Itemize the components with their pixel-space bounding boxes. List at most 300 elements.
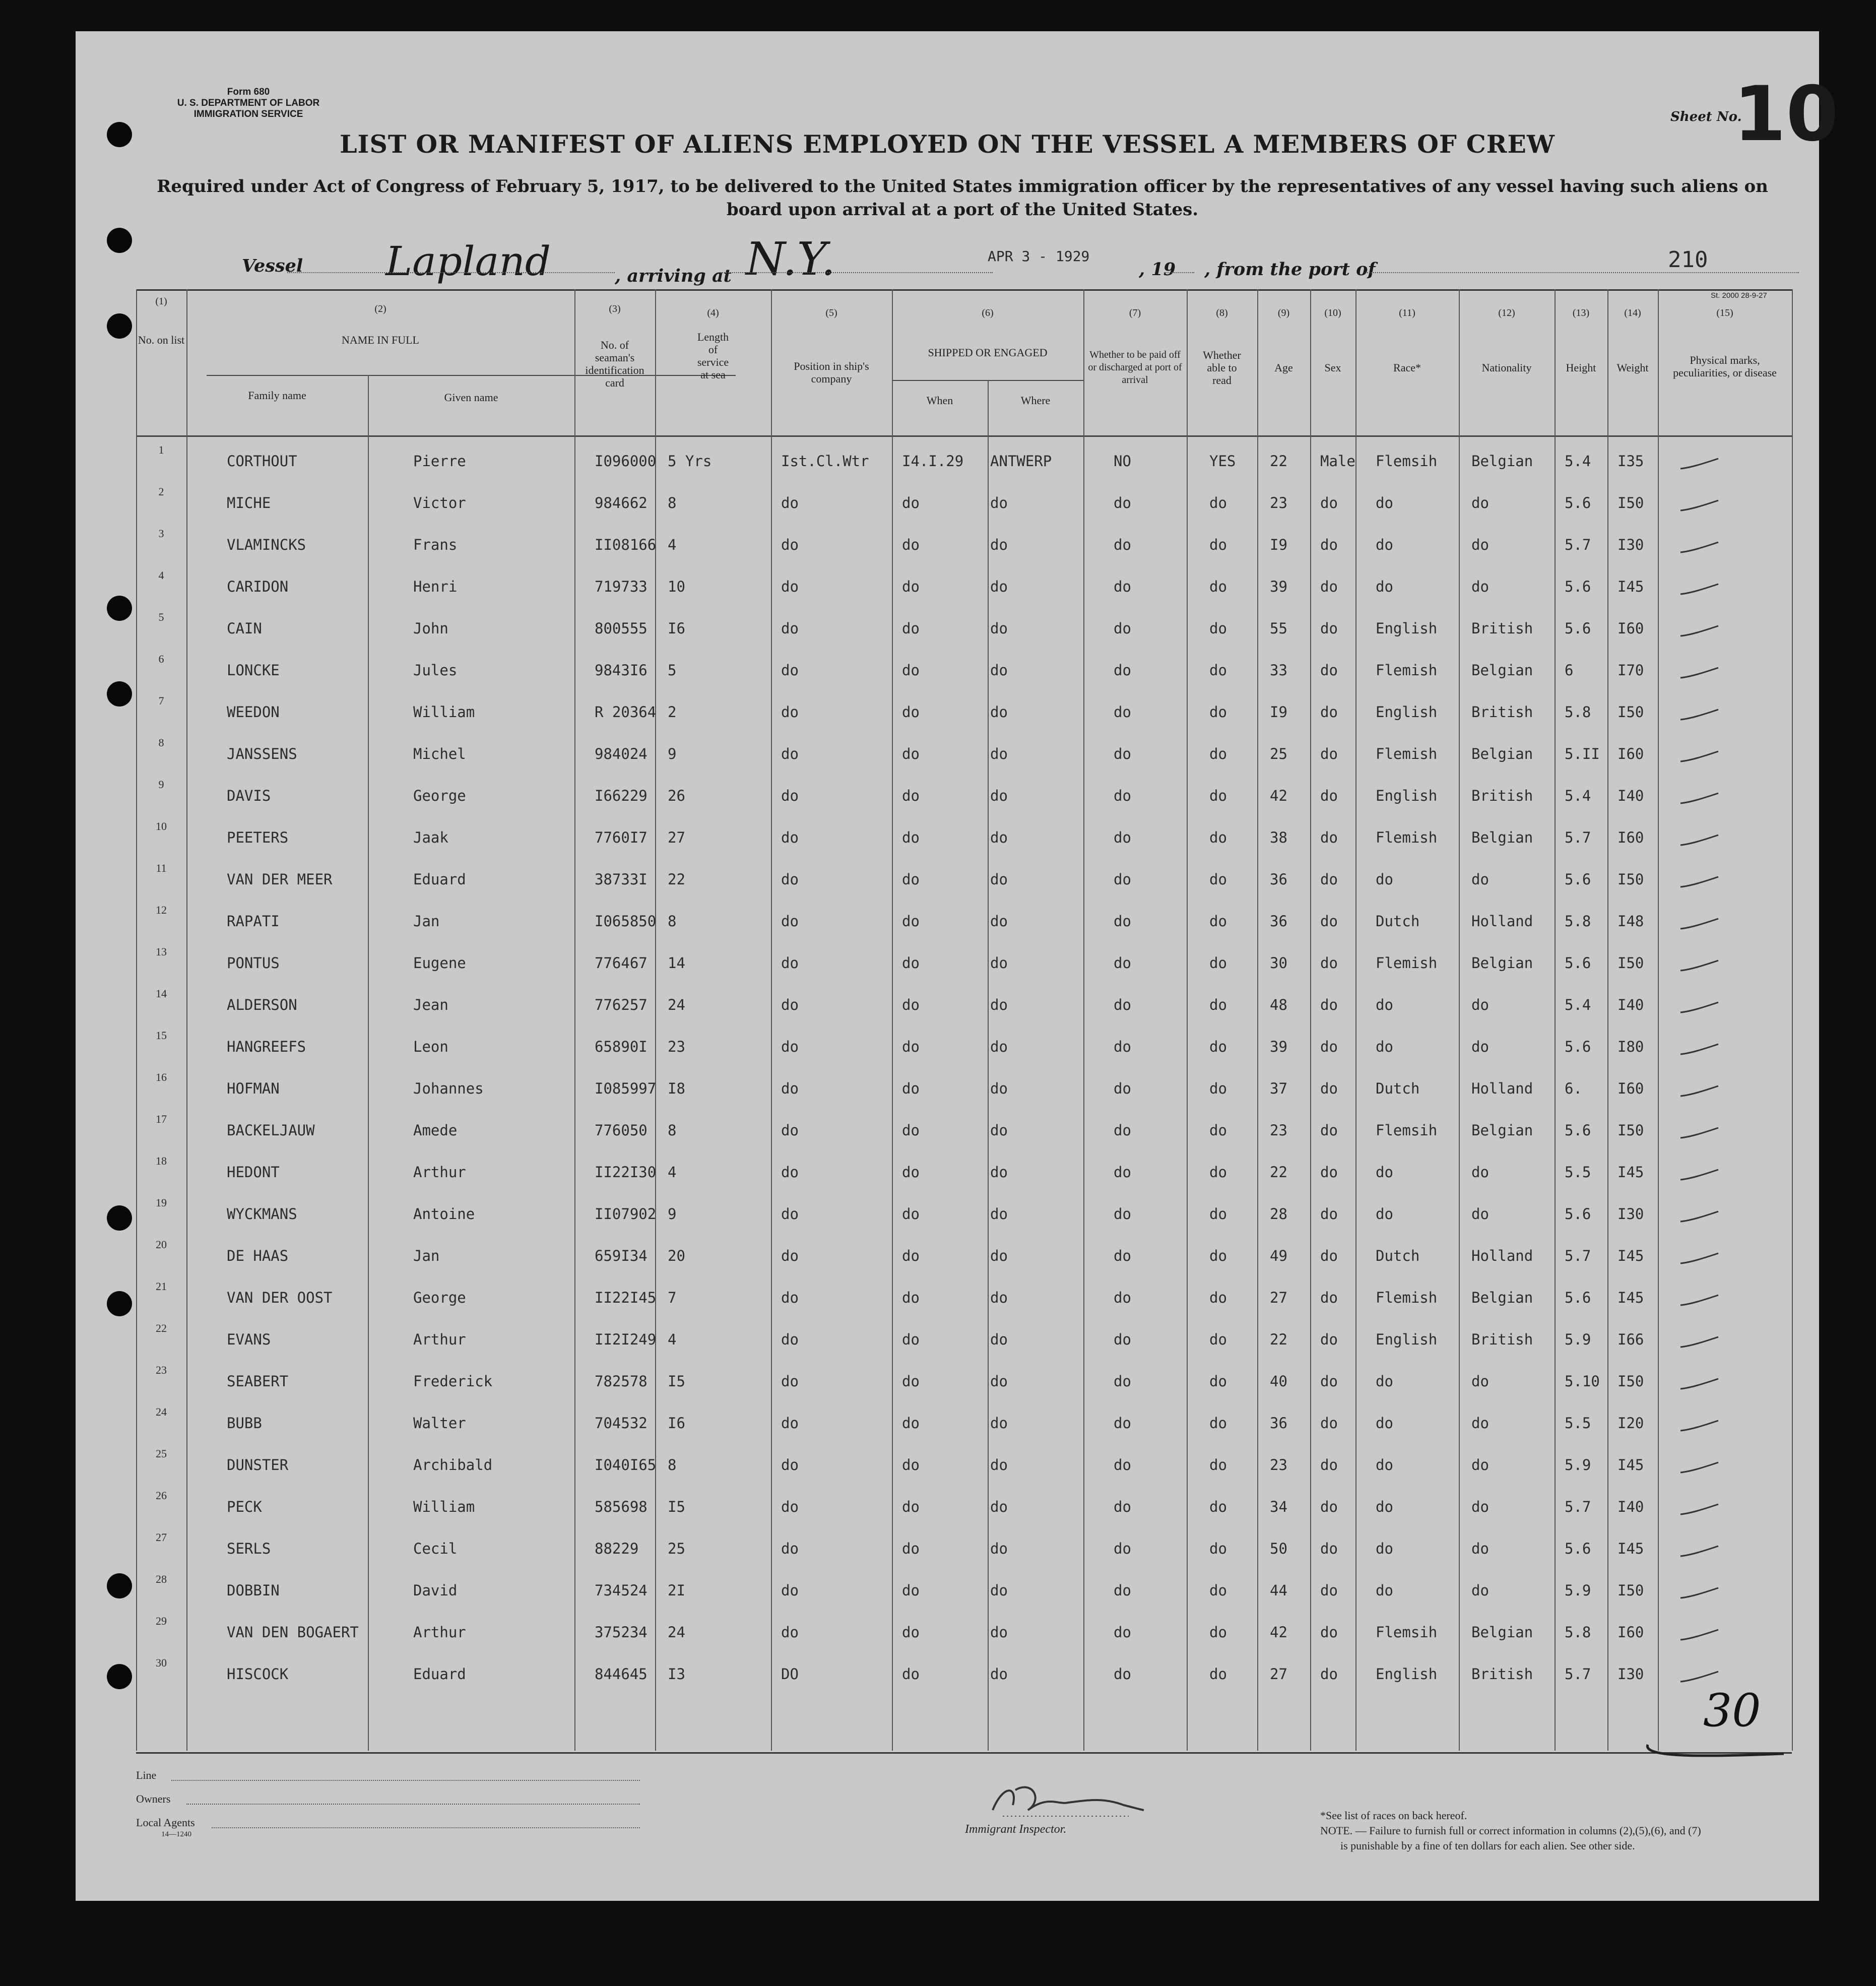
paid-off: do	[1114, 1373, 1131, 1390]
card-number: 734524	[595, 1582, 648, 1599]
card-number: 984024	[595, 745, 648, 762]
card-number: 7760I7	[595, 829, 648, 846]
col5-number: (5)	[825, 307, 837, 318]
row-number: 11	[156, 862, 167, 874]
shipped-when: do	[902, 1624, 920, 1641]
shipped-where: do	[990, 829, 1008, 846]
check-mark-icon	[1678, 1457, 1723, 1478]
shipped-where: do	[990, 1582, 1008, 1599]
card-number: I096000	[595, 453, 657, 470]
table-row	[76, 611, 1819, 659]
race: English	[1376, 787, 1438, 804]
family-name: WEEDON	[227, 703, 280, 721]
given-name: Michel	[413, 745, 466, 762]
shipped-when: do	[902, 1456, 920, 1474]
weight: I45	[1618, 1540, 1644, 1557]
family-name: PECK	[227, 1498, 262, 1515]
sex: do	[1320, 1331, 1338, 1348]
able-to-read: do	[1209, 662, 1227, 679]
check-mark-icon	[1678, 1667, 1723, 1687]
shipped-where: do	[990, 745, 1008, 762]
shipped-when: do	[902, 996, 920, 1013]
check-mark-icon	[1678, 830, 1723, 850]
race: do	[1376, 1205, 1393, 1223]
weight: I30	[1618, 1665, 1644, 1683]
penalty-note-cont: is punishable by a fine of ten dollars for each alien. See other side.	[1340, 1839, 1635, 1852]
form-number: Form 680	[227, 87, 270, 97]
age: 23	[1270, 1122, 1287, 1139]
family-name: VAN DER OOST	[227, 1289, 333, 1306]
service-length: 20	[668, 1247, 685, 1264]
table-row	[76, 1489, 1819, 1537]
height: 5.6	[1565, 620, 1591, 637]
shipped-when: do	[902, 1665, 920, 1683]
able-to-read: do	[1209, 494, 1227, 511]
paid-off: do	[1114, 1289, 1131, 1306]
shipped-when: do	[902, 1038, 920, 1055]
given-name: Frans	[413, 536, 458, 553]
card-number: 38733I	[595, 871, 648, 888]
position: do	[781, 1038, 799, 1055]
card-number: II07902	[595, 1205, 657, 1223]
family-name: CAIN	[227, 620, 262, 637]
nationality: British	[1471, 703, 1533, 721]
able-to-read: do	[1209, 1247, 1227, 1264]
family-name: SEABERT	[227, 1373, 289, 1390]
age: I9	[1270, 536, 1287, 553]
height: 5.9	[1565, 1582, 1591, 1599]
able-to-read: do	[1209, 1205, 1227, 1223]
card-number: 776257	[595, 996, 648, 1013]
shipped-where: ANTWERP	[990, 453, 1052, 470]
sex: do	[1320, 954, 1338, 972]
row-number: 8	[158, 736, 164, 749]
sex: do	[1320, 1164, 1338, 1181]
service-length: 24	[668, 1624, 685, 1641]
check-mark-icon	[1678, 1248, 1723, 1268]
shipped-when: do	[902, 1205, 920, 1223]
shipped-when: do	[902, 1540, 920, 1557]
row-number: 2	[158, 485, 164, 498]
check-mark-icon	[1678, 1625, 1723, 1645]
service-length: 10	[668, 578, 685, 595]
able-to-read: do	[1209, 1415, 1227, 1432]
able-to-read: do	[1209, 829, 1227, 846]
able-to-read: do	[1209, 913, 1227, 930]
nationality: do	[1471, 871, 1489, 888]
position: do	[781, 996, 799, 1013]
able-to-read: do	[1209, 536, 1227, 553]
given-name: John	[413, 620, 448, 637]
service-length: I8	[668, 1080, 685, 1097]
col12-number: (12)	[1498, 307, 1515, 318]
family-name: DOBBIN	[227, 1582, 280, 1599]
col-card-header: No. of seaman's identification card	[585, 339, 644, 389]
sex: do	[1320, 578, 1338, 595]
table-row	[76, 1615, 1819, 1662]
given-name: Jules	[413, 662, 458, 679]
nationality: British	[1471, 787, 1533, 804]
able-to-read: do	[1209, 1582, 1227, 1599]
family-name: BUBB	[227, 1415, 262, 1432]
paid-off: do	[1114, 954, 1131, 972]
weight: I20	[1618, 1415, 1644, 1432]
shipped-when: do	[902, 578, 920, 595]
check-mark-icon	[1678, 1499, 1723, 1519]
check-mark-icon	[1678, 1416, 1723, 1436]
able-to-read: do	[1209, 1038, 1227, 1055]
race: Flemish	[1376, 1289, 1438, 1306]
given-name: Leon	[413, 1038, 448, 1055]
table-row	[76, 987, 1819, 1035]
height: 5.8	[1565, 913, 1591, 930]
race: do	[1376, 871, 1393, 888]
row-number: 4	[158, 569, 164, 582]
sex: do	[1320, 913, 1338, 930]
col-given-header: Given name	[444, 391, 498, 404]
shipped-when: do	[902, 829, 920, 846]
row-number: 18	[156, 1155, 167, 1167]
given-name: Arthur	[413, 1164, 466, 1181]
weight: I50	[1618, 871, 1644, 888]
given-name: Jan	[413, 1247, 440, 1264]
position: do	[781, 1289, 799, 1306]
service-length: 8	[668, 1122, 677, 1139]
service-length: 5	[668, 662, 677, 679]
owners-label: Owners	[136, 1792, 171, 1805]
position: do	[781, 1456, 799, 1474]
col3-number: (3)	[609, 303, 621, 314]
age: 33	[1270, 662, 1287, 679]
age: 27	[1270, 1289, 1287, 1306]
check-mark-icon	[1678, 914, 1723, 934]
table-row	[76, 945, 1819, 993]
sex: do	[1320, 1038, 1338, 1055]
col-sex-header: Sex	[1324, 361, 1341, 374]
col6-number: (6)	[982, 307, 994, 318]
able-to-read: do	[1209, 1665, 1227, 1683]
age: 48	[1270, 996, 1287, 1013]
row-number: 25	[156, 1447, 167, 1460]
card-number: II08166	[595, 536, 657, 553]
card-number: 88229	[595, 1540, 639, 1557]
department: U. S. DEPARTMENT OF LABOR	[177, 98, 320, 108]
shipped-when: do	[902, 1415, 920, 1432]
age: 34	[1270, 1498, 1287, 1515]
total-count: 30	[1703, 1684, 1761, 1737]
col-read-header: Whether able to read	[1203, 349, 1241, 387]
position: do	[781, 1164, 799, 1181]
table-row	[76, 1280, 1819, 1328]
family-name: EVANS	[227, 1331, 271, 1348]
age: 22	[1270, 453, 1287, 470]
height: 5.7	[1565, 1498, 1591, 1515]
shipped-where: do	[990, 1540, 1008, 1557]
table-row	[76, 1029, 1819, 1077]
age: 39	[1270, 578, 1287, 595]
weight: I70	[1618, 662, 1644, 679]
height: 5.7	[1565, 536, 1591, 553]
col13-number: (13)	[1572, 307, 1590, 318]
sex: do	[1320, 494, 1338, 511]
age: 23	[1270, 494, 1287, 511]
sex: do	[1320, 1498, 1338, 1515]
row-number: 22	[156, 1322, 167, 1334]
shipped-when: I4.I.29	[902, 453, 964, 470]
weight: I60	[1618, 745, 1644, 762]
weight: I40	[1618, 787, 1644, 804]
form-header	[160, 87, 337, 120]
shipped-when: do	[902, 954, 920, 972]
race: Flemsih	[1376, 1624, 1438, 1641]
table-row	[76, 1405, 1819, 1453]
check-mark-icon	[1678, 1541, 1723, 1561]
height: 6.	[1565, 1080, 1582, 1097]
height: 5.7	[1565, 1247, 1591, 1264]
age: 44	[1270, 1582, 1287, 1599]
position: do	[781, 954, 799, 972]
paid-off: do	[1114, 578, 1131, 595]
able-to-read: do	[1209, 620, 1227, 637]
col2-number: (2)	[374, 303, 386, 314]
family-name: SERLS	[227, 1540, 271, 1557]
race: Dutch	[1376, 1247, 1420, 1264]
col-race-header: Race*	[1393, 361, 1421, 374]
position: Ist.Cl.Wtr	[781, 453, 869, 470]
family-name: DUNSTER	[227, 1456, 289, 1474]
shipped-where: do	[990, 1122, 1008, 1139]
service-length: 9	[668, 745, 677, 762]
family-name: VLAMINCKS	[227, 536, 306, 553]
weight: I60	[1618, 1080, 1644, 1097]
check-mark-icon	[1678, 788, 1723, 808]
shipped-where: do	[990, 871, 1008, 888]
col8-number: (8)	[1216, 307, 1228, 318]
col-weight-header: Weight	[1616, 361, 1649, 374]
given-name: William	[413, 703, 475, 721]
card-number: I040I65	[595, 1456, 657, 1474]
shipped-where: do	[990, 1665, 1008, 1683]
check-mark-icon	[1678, 1583, 1723, 1603]
check-mark-icon	[1678, 872, 1723, 892]
col9-number: (9)	[1277, 307, 1290, 318]
card-number: II22I30	[595, 1164, 657, 1181]
weight: I35	[1618, 453, 1644, 470]
sex: do	[1320, 620, 1338, 637]
table-row	[76, 1447, 1819, 1495]
age: 42	[1270, 787, 1287, 804]
able-to-read: do	[1209, 787, 1227, 804]
paid-off: do	[1114, 1540, 1131, 1557]
race: Flemish	[1376, 745, 1438, 762]
table-row	[76, 904, 1819, 951]
vessel-line	[76, 233, 1819, 286]
height: 5.5	[1565, 1164, 1591, 1181]
service-length: I6	[668, 1415, 685, 1432]
table-row	[76, 862, 1819, 910]
race: do	[1376, 578, 1393, 595]
paid-off: do	[1114, 913, 1131, 930]
age: 22	[1270, 1164, 1287, 1181]
race: Flemish	[1376, 829, 1438, 846]
race: do	[1376, 1164, 1393, 1181]
service-length: 8	[668, 494, 677, 511]
check-mark-icon	[1678, 537, 1723, 557]
table-row	[76, 1071, 1819, 1119]
height: 5.II	[1565, 745, 1600, 762]
position: do	[781, 703, 799, 721]
position: do	[781, 913, 799, 930]
family-name: RAPATI	[227, 913, 280, 930]
weight: I50	[1618, 1373, 1644, 1390]
col-service-header: Length of service at sea	[697, 331, 729, 381]
check-mark-icon	[1678, 704, 1723, 725]
family-name: DE HAAS	[227, 1247, 289, 1264]
table-row	[76, 1196, 1819, 1244]
height: 5.6	[1565, 1122, 1591, 1139]
col-family-header: Family name	[248, 389, 306, 402]
nationality: Belgian	[1471, 1624, 1533, 1641]
check-mark-icon	[1678, 1374, 1723, 1394]
height: 5.6	[1565, 1205, 1591, 1223]
paid-off: do	[1114, 745, 1131, 762]
sex: do	[1320, 787, 1338, 804]
height: 5.6	[1565, 1038, 1591, 1055]
shipped-where: do	[990, 1289, 1008, 1306]
shipped-where: do	[990, 1498, 1008, 1515]
shipped-where: do	[990, 536, 1008, 553]
shipped-where: do	[990, 494, 1008, 511]
service-length: 8	[668, 913, 677, 930]
row-number: 9	[158, 778, 164, 791]
row-number: 14	[156, 987, 167, 1000]
weight: I80	[1618, 1038, 1644, 1055]
service-length: 2I	[668, 1582, 685, 1599]
check-mark-icon	[1678, 1123, 1723, 1143]
paid-off: do	[1114, 1122, 1131, 1139]
height: 5.6	[1565, 1289, 1591, 1306]
able-to-read: do	[1209, 1456, 1227, 1474]
weight: I45	[1618, 1289, 1644, 1306]
shipped-where: do	[990, 1247, 1008, 1264]
vessel-label: Vessel	[242, 255, 303, 276]
position: do	[781, 1205, 799, 1223]
age: 37	[1270, 1080, 1287, 1097]
sex: do	[1320, 1247, 1338, 1264]
shipped-when: do	[902, 1164, 920, 1181]
arriving-label: , arriving at	[615, 266, 732, 286]
races-note: *See list of races on back hereof.	[1320, 1809, 1467, 1822]
sex: do	[1320, 662, 1338, 679]
sex: do	[1320, 1080, 1338, 1097]
shipped-where: do	[990, 954, 1008, 972]
age: 27	[1270, 1665, 1287, 1683]
card-number: 9843I6	[595, 662, 648, 679]
position: do	[781, 536, 799, 553]
card-number: 719733	[595, 578, 648, 595]
shipped-where: do	[990, 578, 1008, 595]
sex: do	[1320, 1582, 1338, 1599]
age: 49	[1270, 1247, 1287, 1264]
age: 36	[1270, 1415, 1287, 1432]
sex: do	[1320, 1415, 1338, 1432]
height: 5.6	[1565, 578, 1591, 595]
nationality: do	[1471, 1456, 1489, 1474]
manifest-sheet	[76, 31, 1839, 1901]
age: I9	[1270, 703, 1287, 721]
able-to-read: do	[1209, 1080, 1227, 1097]
weight: I30	[1618, 1205, 1644, 1223]
position: do	[781, 494, 799, 511]
check-mark-icon	[1678, 1290, 1723, 1310]
given-name: Antoine	[413, 1205, 475, 1223]
shipped-when: do	[902, 913, 920, 930]
sex: do	[1320, 745, 1338, 762]
sex: do	[1320, 1456, 1338, 1474]
able-to-read: YES	[1209, 453, 1236, 470]
card-number: 776467	[595, 954, 648, 972]
able-to-read: do	[1209, 954, 1227, 972]
race: do	[1376, 1498, 1393, 1515]
row-number: 1	[158, 443, 164, 456]
family-name: ALDERSON	[227, 996, 297, 1013]
weight: I50	[1618, 1582, 1644, 1599]
sex: do	[1320, 871, 1338, 888]
position: do	[781, 871, 799, 888]
shipped-where: do	[990, 620, 1008, 637]
shipped-when: do	[902, 1289, 920, 1306]
port-label: , from the port of	[1204, 259, 1376, 280]
age: 23	[1270, 1456, 1287, 1474]
race: do	[1376, 1038, 1393, 1055]
col10-number: (10)	[1324, 307, 1341, 318]
col-age-header: Age	[1274, 361, 1293, 374]
age: 28	[1270, 1205, 1287, 1223]
check-mark-icon	[1678, 495, 1723, 516]
height: 5.6	[1565, 954, 1591, 972]
paid-off: do	[1114, 1582, 1131, 1599]
table-row	[76, 694, 1819, 742]
weight: I45	[1618, 1164, 1644, 1181]
inspector-signature	[973, 1775, 1154, 1830]
service-length: I3	[668, 1665, 685, 1683]
height: 5.8	[1565, 703, 1591, 721]
race: English	[1376, 620, 1438, 637]
card-number: 984662	[595, 494, 648, 511]
vessel-name: Lapland	[385, 238, 551, 285]
row-number: 13	[156, 945, 167, 958]
stamp-number: 210	[1668, 247, 1708, 273]
given-name: Frederick	[413, 1373, 493, 1390]
height: 6	[1565, 662, 1574, 679]
check-mark-icon	[1678, 997, 1723, 1017]
table-row	[76, 443, 1819, 491]
col-paidoff-header: Whether to be paid off or discharged at port of arrival	[1088, 349, 1182, 386]
shipped-where: do	[990, 1415, 1008, 1432]
able-to-read: do	[1209, 1624, 1227, 1641]
nationality: Holland	[1471, 913, 1533, 930]
given-name: Cecil	[413, 1540, 458, 1557]
col-name-header: NAME IN FULL	[342, 334, 419, 346]
table-row	[76, 736, 1819, 784]
nationality: do	[1471, 536, 1489, 553]
table-row	[76, 1531, 1819, 1579]
service-length: 8	[668, 1456, 677, 1474]
service-length: 5 Yrs	[668, 453, 712, 470]
check-mark-icon	[1678, 454, 1723, 474]
given-name: Arthur	[413, 1624, 466, 1641]
weight: I60	[1618, 1624, 1644, 1641]
